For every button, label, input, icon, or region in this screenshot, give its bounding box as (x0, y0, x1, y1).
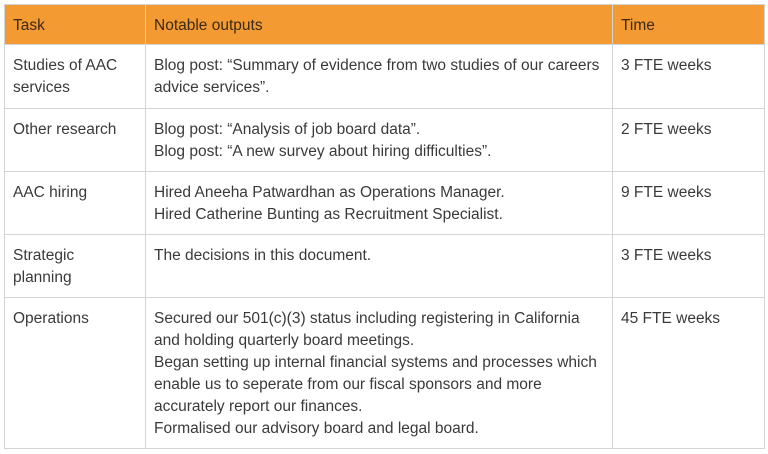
task-cell: Other research (5, 109, 146, 172)
time-cell: 3 FTE weeks (613, 45, 765, 109)
time-cell: 3 FTE weeks (613, 235, 765, 298)
output-line: Blog post: “Analysis of job board data”. (154, 121, 421, 138)
task-cell: Operations (5, 298, 146, 449)
outputs-table-container (4, 4, 764, 449)
outputs-cell (146, 45, 613, 109)
time-cell: 45 FTE weeks (613, 298, 765, 449)
outputs-cell (146, 235, 613, 298)
table-row (5, 235, 765, 298)
output-line: Blog post: “A new survey about hiring difficulties”. (154, 143, 492, 160)
outputs-cell (146, 172, 613, 235)
outputs-cell (146, 109, 613, 172)
task-cell: AAC hiring (5, 172, 146, 235)
output-line: Began setting up internal financial systems and processes which enable us to seperate from our fiscal sponsors and more accurately report our finances. (154, 354, 597, 415)
output-line: Secured our 501(c)(3) status including registering in California and holding quarterly board meetings. (154, 310, 580, 349)
time-cell: 9 FTE weeks (613, 172, 765, 235)
header-notable-outputs: Notable outputs (146, 5, 613, 45)
outputs-table (4, 4, 765, 449)
outputs-cell (146, 298, 613, 449)
output-line: Blog post: “Summary of evidence from two studies of our careers advice services”. (154, 57, 600, 96)
table-row (5, 109, 765, 172)
output-line: The decisions in this document. (154, 247, 372, 264)
task-cell: Studies of AAC services (5, 45, 146, 109)
task-cell: Strategic planning (5, 235, 146, 298)
table-row (5, 45, 765, 109)
time-cell: 2 FTE weeks (613, 109, 765, 172)
table-header-row (5, 5, 765, 45)
table-row (5, 172, 765, 235)
header-task: Task (5, 5, 146, 45)
header-time: Time (613, 5, 765, 45)
output-line: Hired Catherine Bunting as Recruitment Specialist. (154, 206, 503, 223)
output-line: Formalised our advisory board and legal board. (154, 420, 479, 437)
output-line: Hired Aneeha Patwardhan as Operations Manager. (154, 184, 505, 201)
table-row (5, 298, 765, 449)
